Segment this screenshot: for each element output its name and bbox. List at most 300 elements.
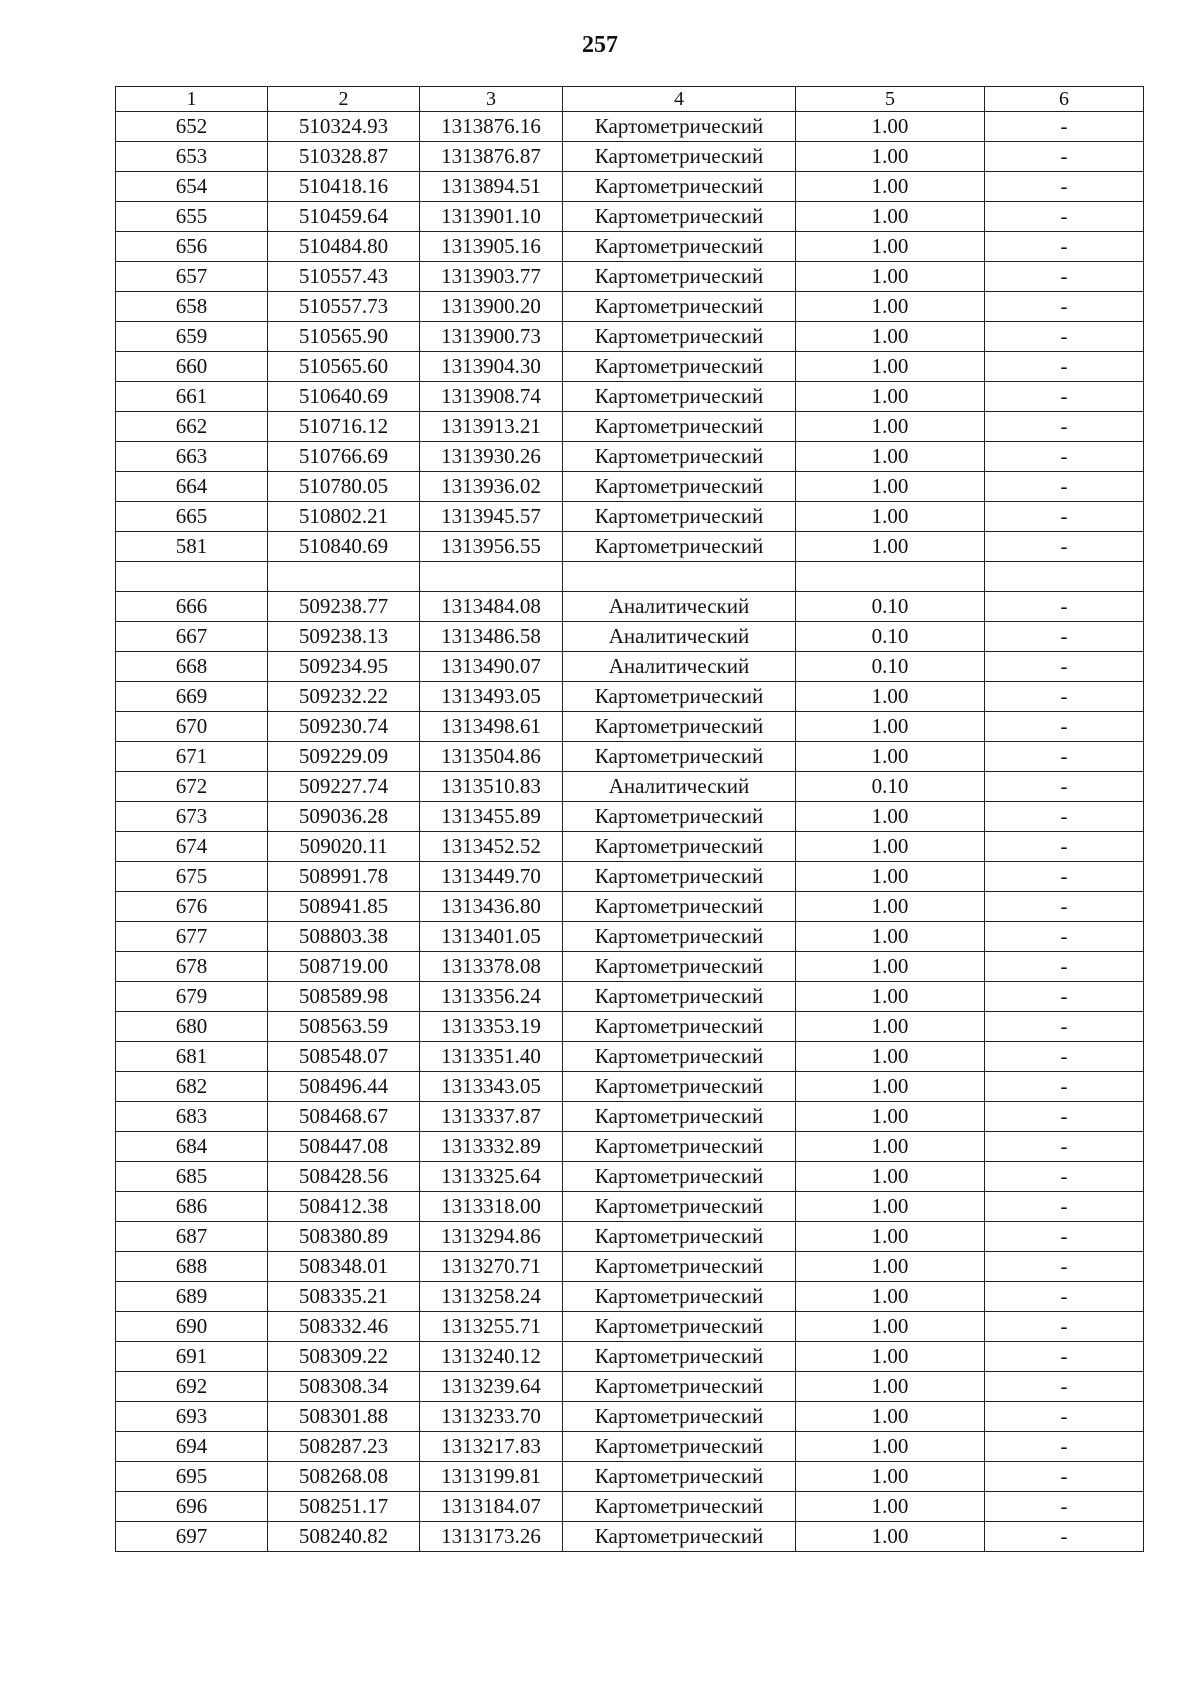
method-cell: Картометрический bbox=[563, 742, 796, 772]
table-row bbox=[116, 1462, 1144, 1492]
x-coordinate-cell: 510328.87 bbox=[268, 142, 420, 172]
method-cell bbox=[563, 562, 796, 592]
point-number-cell: 675 bbox=[116, 862, 268, 892]
y-coordinate-cell: 1313876.87 bbox=[420, 142, 563, 172]
x-coordinate-cell: 508563.59 bbox=[268, 1012, 420, 1042]
point-number-cell: 686 bbox=[116, 1192, 268, 1222]
method-cell: Картометрический bbox=[563, 1042, 796, 1072]
method-cell: Картометрический bbox=[563, 682, 796, 712]
point-number-cell: 679 bbox=[116, 982, 268, 1012]
table-row bbox=[116, 262, 1144, 292]
y-coordinate-cell: 1313905.16 bbox=[420, 232, 563, 262]
x-coordinate-cell: 508309.22 bbox=[268, 1342, 420, 1372]
accuracy-cell: 0.10 bbox=[796, 772, 985, 802]
table-row bbox=[116, 1342, 1144, 1372]
y-coordinate-cell: 1313233.70 bbox=[420, 1402, 563, 1432]
method-cell: Картометрический bbox=[563, 1222, 796, 1252]
table-row bbox=[116, 772, 1144, 802]
y-coordinate-cell: 1313173.26 bbox=[420, 1522, 563, 1552]
description-cell: - bbox=[985, 982, 1144, 1012]
x-coordinate-cell: 510557.73 bbox=[268, 292, 420, 322]
description-cell: - bbox=[985, 1402, 1144, 1432]
description-cell: - bbox=[985, 832, 1144, 862]
accuracy-cell: 1.00 bbox=[796, 1282, 985, 1312]
x-coordinate-cell: 509234.95 bbox=[268, 652, 420, 682]
x-coordinate-cell: 510557.43 bbox=[268, 262, 420, 292]
y-coordinate-cell: 1313353.19 bbox=[420, 1012, 563, 1042]
description-cell: - bbox=[985, 1522, 1144, 1552]
x-coordinate-cell: 508251.17 bbox=[268, 1492, 420, 1522]
table-row bbox=[116, 172, 1144, 202]
column-header-2: 2 bbox=[268, 87, 420, 112]
column-header-1: 1 bbox=[116, 87, 268, 112]
point-number-cell: 660 bbox=[116, 352, 268, 382]
x-coordinate-cell: 510780.05 bbox=[268, 472, 420, 502]
accuracy-cell: 1.00 bbox=[796, 1042, 985, 1072]
description-cell: - bbox=[985, 232, 1144, 262]
accuracy-cell: 1.00 bbox=[796, 712, 985, 742]
y-coordinate-cell: 1313956.55 bbox=[420, 532, 563, 562]
y-coordinate-cell: 1313318.00 bbox=[420, 1192, 563, 1222]
description-cell: - bbox=[985, 712, 1144, 742]
table-row bbox=[116, 1042, 1144, 1072]
table-row bbox=[116, 382, 1144, 412]
x-coordinate-cell: 508428.56 bbox=[268, 1162, 420, 1192]
y-coordinate-cell: 1313493.05 bbox=[420, 682, 563, 712]
x-coordinate-cell: 510716.12 bbox=[268, 412, 420, 442]
x-coordinate-cell: 508348.01 bbox=[268, 1252, 420, 1282]
description-cell: - bbox=[985, 682, 1144, 712]
accuracy-cell: 1.00 bbox=[796, 1432, 985, 1462]
table-row bbox=[116, 352, 1144, 382]
accuracy-cell: 1.00 bbox=[796, 202, 985, 232]
point-number-cell: 664 bbox=[116, 472, 268, 502]
description-cell: - bbox=[985, 862, 1144, 892]
method-cell: Картометрический bbox=[563, 202, 796, 232]
y-coordinate-cell: 1313184.07 bbox=[420, 1492, 563, 1522]
y-coordinate-cell: 1313510.83 bbox=[420, 772, 563, 802]
method-cell: Картометрический bbox=[563, 1072, 796, 1102]
point-number-cell: 668 bbox=[116, 652, 268, 682]
method-cell: Картометрический bbox=[563, 172, 796, 202]
point-number-cell: 683 bbox=[116, 1102, 268, 1132]
description-cell: - bbox=[985, 652, 1144, 682]
accuracy-cell: 1.00 bbox=[796, 232, 985, 262]
x-coordinate-cell: 508991.78 bbox=[268, 862, 420, 892]
method-cell: Картометрический bbox=[563, 982, 796, 1012]
accuracy-cell: 1.00 bbox=[796, 892, 985, 922]
table-row bbox=[116, 1372, 1144, 1402]
table-row bbox=[116, 112, 1144, 142]
accuracy-cell: 1.00 bbox=[796, 1192, 985, 1222]
y-coordinate-cell: 1313294.86 bbox=[420, 1222, 563, 1252]
table-header bbox=[116, 87, 1144, 112]
x-coordinate-cell: 509229.09 bbox=[268, 742, 420, 772]
description-cell: - bbox=[985, 1192, 1144, 1222]
point-number-cell: 659 bbox=[116, 322, 268, 352]
point-number-cell: 687 bbox=[116, 1222, 268, 1252]
method-cell: Картометрический bbox=[563, 712, 796, 742]
x-coordinate-cell: 508803.38 bbox=[268, 922, 420, 952]
y-coordinate-cell: 1313913.21 bbox=[420, 412, 563, 442]
y-coordinate-cell: 1313894.51 bbox=[420, 172, 563, 202]
y-coordinate-cell: 1313325.64 bbox=[420, 1162, 563, 1192]
method-cell: Картометрический bbox=[563, 292, 796, 322]
accuracy-cell: 1.00 bbox=[796, 952, 985, 982]
accuracy-cell: 0.10 bbox=[796, 652, 985, 682]
column-header-3: 3 bbox=[420, 87, 563, 112]
description-cell: - bbox=[985, 472, 1144, 502]
table-row bbox=[116, 232, 1144, 262]
description-cell: - bbox=[985, 1132, 1144, 1162]
accuracy-cell: 1.00 bbox=[796, 502, 985, 532]
method-cell: Картометрический bbox=[563, 832, 796, 862]
method-cell: Картометрический bbox=[563, 502, 796, 532]
point-number-cell: 652 bbox=[116, 112, 268, 142]
method-cell: Картометрический bbox=[563, 1252, 796, 1282]
table-body bbox=[116, 112, 1144, 1552]
table-row bbox=[116, 712, 1144, 742]
method-cell: Картометрический bbox=[563, 532, 796, 562]
method-cell: Картометрический bbox=[563, 352, 796, 382]
method-cell: Аналитический bbox=[563, 592, 796, 622]
x-coordinate-cell: 510459.64 bbox=[268, 202, 420, 232]
method-cell: Картометрический bbox=[563, 322, 796, 352]
x-coordinate-cell: 509238.77 bbox=[268, 592, 420, 622]
accuracy-cell: 0.10 bbox=[796, 622, 985, 652]
y-coordinate-cell: 1313351.40 bbox=[420, 1042, 563, 1072]
method-cell: Картометрический bbox=[563, 862, 796, 892]
table-row bbox=[116, 1102, 1144, 1132]
accuracy-cell: 1.00 bbox=[796, 1462, 985, 1492]
table-row bbox=[116, 532, 1144, 562]
y-coordinate-cell: 1313217.83 bbox=[420, 1432, 563, 1462]
accuracy-cell: 1.00 bbox=[796, 292, 985, 322]
accuracy-cell: 1.00 bbox=[796, 172, 985, 202]
table-row bbox=[116, 832, 1144, 862]
accuracy-cell: 1.00 bbox=[796, 262, 985, 292]
x-coordinate-cell: 508301.88 bbox=[268, 1402, 420, 1432]
x-coordinate-cell: 510840.69 bbox=[268, 532, 420, 562]
accuracy-cell: 1.00 bbox=[796, 862, 985, 892]
x-coordinate-cell: 508308.34 bbox=[268, 1372, 420, 1402]
method-cell: Картометрический bbox=[563, 382, 796, 412]
y-coordinate-cell: 1313945.57 bbox=[420, 502, 563, 532]
table-row bbox=[116, 682, 1144, 712]
y-coordinate-cell: 1313258.24 bbox=[420, 1282, 563, 1312]
accuracy-cell: 1.00 bbox=[796, 1072, 985, 1102]
method-cell: Картометрический bbox=[563, 1492, 796, 1522]
point-number-cell: 581 bbox=[116, 532, 268, 562]
x-coordinate-cell: 508380.89 bbox=[268, 1222, 420, 1252]
x-coordinate-cell: 508268.08 bbox=[268, 1462, 420, 1492]
accuracy-cell: 1.00 bbox=[796, 112, 985, 142]
table-row bbox=[116, 1012, 1144, 1042]
description-cell: - bbox=[985, 802, 1144, 832]
accuracy-cell bbox=[796, 562, 985, 592]
x-coordinate-cell: 508412.38 bbox=[268, 1192, 420, 1222]
table-row bbox=[116, 592, 1144, 622]
description-cell bbox=[985, 562, 1144, 592]
description-cell: - bbox=[985, 412, 1144, 442]
point-number-cell: 697 bbox=[116, 1522, 268, 1552]
method-cell: Аналитический bbox=[563, 772, 796, 802]
method-cell: Картометрический bbox=[563, 1192, 796, 1222]
description-cell: - bbox=[985, 1312, 1144, 1342]
method-cell: Картометрический bbox=[563, 442, 796, 472]
method-cell: Картометрический bbox=[563, 412, 796, 442]
y-coordinate-cell: 1313876.16 bbox=[420, 112, 563, 142]
point-number-cell: 671 bbox=[116, 742, 268, 772]
description-cell: - bbox=[985, 892, 1144, 922]
table-row bbox=[116, 652, 1144, 682]
table-row bbox=[116, 1522, 1144, 1552]
point-number-cell: 661 bbox=[116, 382, 268, 412]
method-cell: Картометрический bbox=[563, 1012, 796, 1042]
description-cell: - bbox=[985, 952, 1144, 982]
header-row bbox=[116, 87, 1144, 112]
point-number-cell: 676 bbox=[116, 892, 268, 922]
x-coordinate-cell: 509036.28 bbox=[268, 802, 420, 832]
description-cell: - bbox=[985, 352, 1144, 382]
x-coordinate-cell: 510565.90 bbox=[268, 322, 420, 352]
accuracy-cell: 1.00 bbox=[796, 742, 985, 772]
table-row bbox=[116, 562, 1144, 592]
description-cell: - bbox=[985, 1462, 1144, 1492]
description-cell: - bbox=[985, 292, 1144, 322]
accuracy-cell: 1.00 bbox=[796, 1252, 985, 1282]
point-number-cell: 663 bbox=[116, 442, 268, 472]
accuracy-cell: 1.00 bbox=[796, 1132, 985, 1162]
table-row bbox=[116, 982, 1144, 1012]
x-coordinate-cell: 510484.80 bbox=[268, 232, 420, 262]
method-cell: Картометрический bbox=[563, 1342, 796, 1372]
table-row bbox=[116, 1132, 1144, 1162]
accuracy-cell: 1.00 bbox=[796, 382, 985, 412]
table-row bbox=[116, 502, 1144, 532]
x-coordinate-cell: 510640.69 bbox=[268, 382, 420, 412]
y-coordinate-cell: 1313401.05 bbox=[420, 922, 563, 952]
x-coordinate-cell: 509227.74 bbox=[268, 772, 420, 802]
y-coordinate-cell: 1313436.80 bbox=[420, 892, 563, 922]
accuracy-cell: 1.00 bbox=[796, 1372, 985, 1402]
description-cell: - bbox=[985, 1102, 1144, 1132]
accuracy-cell: 1.00 bbox=[796, 1342, 985, 1372]
point-number-cell: 677 bbox=[116, 922, 268, 952]
coordinates-table bbox=[115, 86, 1144, 1552]
accuracy-cell: 1.00 bbox=[796, 352, 985, 382]
y-coordinate-cell: 1313337.87 bbox=[420, 1102, 563, 1132]
description-cell: - bbox=[985, 442, 1144, 472]
x-coordinate-cell: 508287.23 bbox=[268, 1432, 420, 1462]
method-cell: Картометрический bbox=[563, 1432, 796, 1462]
method-cell: Картометрический bbox=[563, 952, 796, 982]
accuracy-cell: 1.00 bbox=[796, 442, 985, 472]
accuracy-cell: 1.00 bbox=[796, 1492, 985, 1522]
accuracy-cell: 1.00 bbox=[796, 682, 985, 712]
method-cell: Картометрический bbox=[563, 1522, 796, 1552]
method-cell: Картометрический bbox=[563, 1402, 796, 1432]
accuracy-cell: 1.00 bbox=[796, 322, 985, 352]
description-cell: - bbox=[985, 262, 1144, 292]
description-cell: - bbox=[985, 922, 1144, 952]
y-coordinate-cell: 1313490.07 bbox=[420, 652, 563, 682]
y-coordinate-cell: 1313504.86 bbox=[420, 742, 563, 772]
x-coordinate-cell: 508335.21 bbox=[268, 1282, 420, 1312]
x-coordinate-cell: 510418.16 bbox=[268, 172, 420, 202]
point-number-cell: 667 bbox=[116, 622, 268, 652]
point-number-cell: 662 bbox=[116, 412, 268, 442]
description-cell: - bbox=[985, 1432, 1144, 1462]
y-coordinate-cell bbox=[420, 562, 563, 592]
y-coordinate-cell: 1313901.10 bbox=[420, 202, 563, 232]
method-cell: Картометрический bbox=[563, 1162, 796, 1192]
method-cell: Аналитический bbox=[563, 652, 796, 682]
description-cell: - bbox=[985, 1162, 1144, 1192]
accuracy-cell: 0.10 bbox=[796, 592, 985, 622]
accuracy-cell: 1.00 bbox=[796, 1162, 985, 1192]
table-row bbox=[116, 742, 1144, 772]
method-cell: Картометрический bbox=[563, 1282, 796, 1312]
table-row bbox=[116, 892, 1144, 922]
accuracy-cell: 1.00 bbox=[796, 982, 985, 1012]
description-cell: - bbox=[985, 742, 1144, 772]
accuracy-cell: 1.00 bbox=[796, 1402, 985, 1432]
description-cell: - bbox=[985, 1042, 1144, 1072]
page-number: 257 bbox=[582, 32, 618, 58]
table-row bbox=[116, 202, 1144, 232]
point-number-cell: 693 bbox=[116, 1402, 268, 1432]
point-number-cell: 669 bbox=[116, 682, 268, 712]
description-cell: - bbox=[985, 1342, 1144, 1372]
point-number-cell: 658 bbox=[116, 292, 268, 322]
point-number-cell: 684 bbox=[116, 1132, 268, 1162]
x-coordinate-cell: 508719.00 bbox=[268, 952, 420, 982]
method-cell: Аналитический bbox=[563, 622, 796, 652]
x-coordinate-cell: 509230.74 bbox=[268, 712, 420, 742]
table-row bbox=[116, 1252, 1144, 1282]
table-row bbox=[116, 412, 1144, 442]
table-row bbox=[116, 1162, 1144, 1192]
point-number-cell: 674 bbox=[116, 832, 268, 862]
method-cell: Картометрический bbox=[563, 472, 796, 502]
y-coordinate-cell: 1313936.02 bbox=[420, 472, 563, 502]
method-cell: Картометрический bbox=[563, 1102, 796, 1132]
y-coordinate-cell: 1313239.64 bbox=[420, 1372, 563, 1402]
table-row bbox=[116, 292, 1144, 322]
table-row bbox=[116, 622, 1144, 652]
accuracy-cell: 1.00 bbox=[796, 1012, 985, 1042]
point-number-cell: 689 bbox=[116, 1282, 268, 1312]
point-number-cell: 692 bbox=[116, 1372, 268, 1402]
point-number-cell: 682 bbox=[116, 1072, 268, 1102]
method-cell: Картометрический bbox=[563, 1462, 796, 1492]
y-coordinate-cell: 1313240.12 bbox=[420, 1342, 563, 1372]
accuracy-cell: 1.00 bbox=[796, 802, 985, 832]
description-cell: - bbox=[985, 1072, 1144, 1102]
x-coordinate-cell: 509020.11 bbox=[268, 832, 420, 862]
method-cell: Картометрический bbox=[563, 1132, 796, 1162]
x-coordinate-cell: 508589.98 bbox=[268, 982, 420, 1012]
description-cell: - bbox=[985, 1372, 1144, 1402]
table-row bbox=[116, 1222, 1144, 1252]
description-cell: - bbox=[985, 592, 1144, 622]
accuracy-cell: 1.00 bbox=[796, 142, 985, 172]
x-coordinate-cell: 510802.21 bbox=[268, 502, 420, 532]
y-coordinate-cell: 1313900.73 bbox=[420, 322, 563, 352]
description-cell: - bbox=[985, 112, 1144, 142]
y-coordinate-cell: 1313900.20 bbox=[420, 292, 563, 322]
method-cell: Картометрический bbox=[563, 262, 796, 292]
point-number-cell: 672 bbox=[116, 772, 268, 802]
point-number-cell: 696 bbox=[116, 1492, 268, 1522]
description-cell: - bbox=[985, 172, 1144, 202]
description-cell: - bbox=[985, 382, 1144, 412]
point-number-cell: 655 bbox=[116, 202, 268, 232]
point-number-cell: 695 bbox=[116, 1462, 268, 1492]
method-cell: Картометрический bbox=[563, 142, 796, 172]
table-row bbox=[116, 442, 1144, 472]
point-number-cell bbox=[116, 562, 268, 592]
point-number-cell: 653 bbox=[116, 142, 268, 172]
description-cell: - bbox=[985, 322, 1144, 352]
table-row bbox=[116, 1492, 1144, 1522]
y-coordinate-cell: 1313455.89 bbox=[420, 802, 563, 832]
method-cell: Картометрический bbox=[563, 922, 796, 952]
y-coordinate-cell: 1313930.26 bbox=[420, 442, 563, 472]
x-coordinate-cell bbox=[268, 562, 420, 592]
column-header-5: 5 bbox=[796, 87, 985, 112]
x-coordinate-cell: 508332.46 bbox=[268, 1312, 420, 1342]
x-coordinate-cell: 510766.69 bbox=[268, 442, 420, 472]
accuracy-cell: 1.00 bbox=[796, 1312, 985, 1342]
method-cell: Картометрический bbox=[563, 232, 796, 262]
description-cell: - bbox=[985, 1282, 1144, 1312]
point-number-cell: 670 bbox=[116, 712, 268, 742]
x-coordinate-cell: 508468.67 bbox=[268, 1102, 420, 1132]
point-number-cell: 666 bbox=[116, 592, 268, 622]
table-row bbox=[116, 802, 1144, 832]
y-coordinate-cell: 1313484.08 bbox=[420, 592, 563, 622]
y-coordinate-cell: 1313378.08 bbox=[420, 952, 563, 982]
point-number-cell: 673 bbox=[116, 802, 268, 832]
point-number-cell: 654 bbox=[116, 172, 268, 202]
x-coordinate-cell: 508941.85 bbox=[268, 892, 420, 922]
x-coordinate-cell: 508240.82 bbox=[268, 1522, 420, 1552]
table-row bbox=[116, 142, 1144, 172]
point-number-cell: 690 bbox=[116, 1312, 268, 1342]
y-coordinate-cell: 1313332.89 bbox=[420, 1132, 563, 1162]
x-coordinate-cell: 510565.60 bbox=[268, 352, 420, 382]
x-coordinate-cell: 510324.93 bbox=[268, 112, 420, 142]
table-row bbox=[116, 1312, 1144, 1342]
point-number-cell: 688 bbox=[116, 1252, 268, 1282]
description-cell: - bbox=[985, 142, 1144, 172]
x-coordinate-cell: 508447.08 bbox=[268, 1132, 420, 1162]
description-cell: - bbox=[985, 1012, 1144, 1042]
description-cell: - bbox=[985, 772, 1144, 802]
y-coordinate-cell: 1313270.71 bbox=[420, 1252, 563, 1282]
table-row bbox=[116, 1192, 1144, 1222]
accuracy-cell: 1.00 bbox=[796, 1102, 985, 1132]
table-row bbox=[116, 952, 1144, 982]
accuracy-cell: 1.00 bbox=[796, 412, 985, 442]
accuracy-cell: 1.00 bbox=[796, 832, 985, 862]
y-coordinate-cell: 1313356.24 bbox=[420, 982, 563, 1012]
y-coordinate-cell: 1313903.77 bbox=[420, 262, 563, 292]
description-cell: - bbox=[985, 1222, 1144, 1252]
method-cell: Картометрический bbox=[563, 802, 796, 832]
